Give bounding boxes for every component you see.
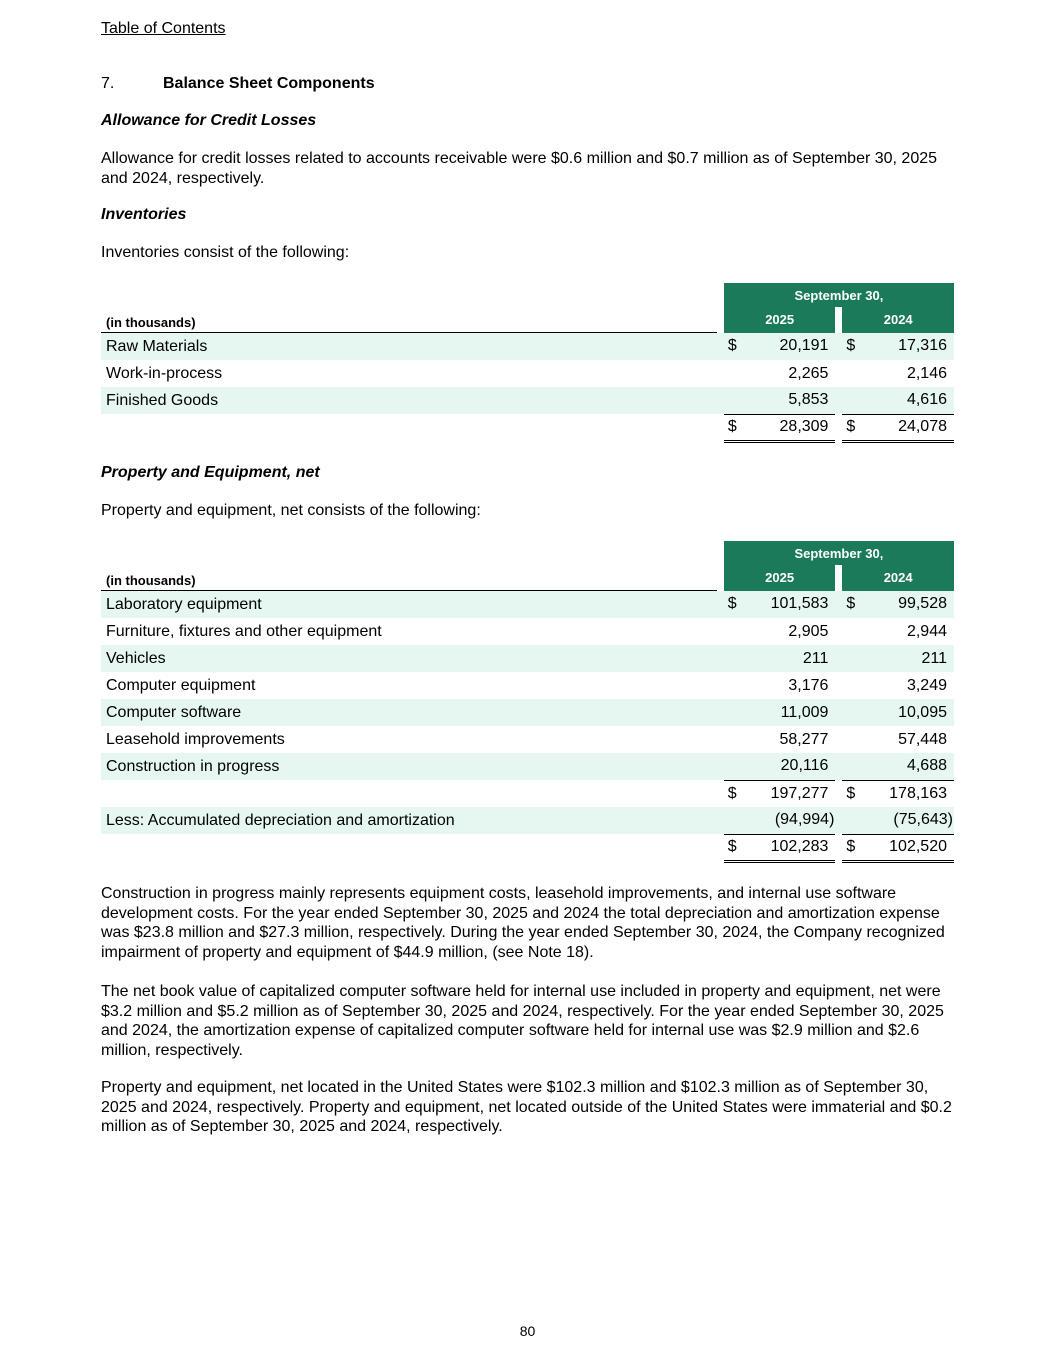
currency-symbol: $ <box>727 838 737 855</box>
page-number: 80 <box>519 1323 536 1339</box>
subtotal-row <box>101 780 954 807</box>
row-label: Leasehold improvements <box>106 730 285 748</box>
accumulated-depreciation-row <box>101 807 954 834</box>
value-2025: 20,191 <box>779 337 829 355</box>
value: (75,643) <box>893 811 953 829</box>
year-header: 2024 <box>842 565 954 591</box>
value-2024: 4,616 <box>842 387 954 414</box>
table-of-contents-link[interactable]: Table of Contents <box>101 20 226 37</box>
credit-losses-heading: Allowance for Credit Losses <box>101 112 317 129</box>
year-header: 2024 <box>842 307 954 333</box>
row-label: Vehicles <box>101 645 717 672</box>
row-label: Less: Accumulated depreciation and amortization <box>101 807 717 834</box>
table-row <box>101 726 954 753</box>
value: 197,277 <box>770 784 829 802</box>
table-row <box>101 387 954 414</box>
table-row <box>101 645 954 672</box>
value: 10,095 <box>898 703 947 721</box>
currency-symbol: $ <box>727 784 737 802</box>
ppe-intro: Property and equipment, net consists of the following: <box>101 502 481 519</box>
table-row <box>101 333 954 361</box>
total-2024: 24,078 <box>898 418 947 435</box>
table-row <box>101 618 954 645</box>
value: 3,249 <box>906 676 947 694</box>
row-label: Work-in-process <box>106 364 223 382</box>
table-row <box>101 672 954 699</box>
value: 3,176 <box>788 676 829 694</box>
value: 58,277 <box>779 730 829 748</box>
table-row <box>101 360 954 387</box>
value: 2,944 <box>906 622 947 640</box>
currency-symbol: $ <box>727 337 737 355</box>
paragraph: Property and equipment, net located in the United States were $102.3 million and $102.3 million as of September 30, 2025 and 2024, respectively. Property and equipment, net located outside of the United States were immaterial and $0.2 million as of September 30, 2025 and 2024, respectively. <box>101 1079 952 1135</box>
inventories-intro: Inventories consist of the following: <box>101 244 350 261</box>
value: 57,448 <box>898 730 947 748</box>
total-row <box>101 414 954 441</box>
value: (94,994) <box>774 811 835 829</box>
value: 178,163 <box>889 784 947 802</box>
ppe-table <box>101 541 954 863</box>
table-row <box>101 699 954 726</box>
credit-losses-text: Allowance for credit losses related to accounts receivable were $0.6 million and $0.7 million as of September 30, 2025 and 2024, respectively. <box>101 150 938 187</box>
value-2024: 17,316 <box>898 337 947 355</box>
row-label: Laboratory equipment <box>101 591 717 619</box>
row-label: Furniture, fixtures and other equipment <box>106 622 382 640</box>
value-2024: 2,146 <box>906 364 947 382</box>
currency-symbol: $ <box>846 418 856 435</box>
period-header: September 30, <box>724 541 954 565</box>
section-heading <box>101 75 375 93</box>
inventories-table <box>101 283 954 443</box>
period-header: September 30, <box>724 283 954 307</box>
year-header: 2025 <box>724 565 836 591</box>
total-row <box>101 834 954 861</box>
currency-symbol: $ <box>727 595 737 613</box>
value: 2,905 <box>788 622 829 640</box>
currency-symbol: $ <box>727 418 737 435</box>
value-2025: 2,265 <box>788 364 829 382</box>
value: 102,283 <box>770 838 829 855</box>
row-label: Finished Goods <box>101 387 717 414</box>
paragraph: The net book value of capitalized computer software held for internal use included in property and equipment, net were $3.2 million and $5.2 million as of September 30, 2025 and 2024, respectively. For the year ended September 30, 2025 and 2024, the amortization expense of capitalized computer software held for internal use was $2.9 million and $2.6 million, respectively. <box>101 983 944 1059</box>
value: 102,520 <box>889 838 947 855</box>
value-2025: 5,853 <box>724 387 836 414</box>
currency-symbol: $ <box>846 784 856 802</box>
paragraph: Construction in progress mainly represents equipment costs, leasehold improvements, and internal use software development costs. For the year ended September 30, 2025 and 2024 the total depreciation and amortization expense was $23.8 million and $27.3 million, respectively. During the year ended September 30, 2024, the Company recognized impairment of property and equipment of $44.9 million, (see Note 18). <box>101 885 945 961</box>
unit-label: (in thousands) <box>101 565 717 591</box>
inventories-heading: Inventories <box>101 206 187 223</box>
ppe-heading: Property and Equipment, net <box>101 464 320 481</box>
row-label: Raw Materials <box>101 333 717 361</box>
currency-symbol: $ <box>846 838 856 855</box>
row-label: Computer software <box>101 699 717 726</box>
value: 211 <box>921 649 947 667</box>
value: 11,009 <box>780 703 829 721</box>
value: 99,528 <box>898 595 947 613</box>
value: 211 <box>802 649 829 667</box>
table-row <box>101 591 954 619</box>
currency-symbol: $ <box>846 337 856 355</box>
currency-symbol: $ <box>846 595 856 613</box>
value: 4,688 <box>906 757 947 775</box>
table-row <box>101 753 954 780</box>
section-title: Balance Sheet Components <box>163 75 375 92</box>
section-number: 7. <box>101 75 115 92</box>
value: 20,116 <box>780 757 829 775</box>
unit-label: (in thousands) <box>101 307 717 333</box>
value: 101,583 <box>770 595 829 613</box>
row-label: Construction in progress <box>101 753 717 780</box>
total-2025: 28,309 <box>779 418 829 435</box>
row-label: Computer equipment <box>106 676 256 694</box>
year-header: 2025 <box>724 307 836 333</box>
